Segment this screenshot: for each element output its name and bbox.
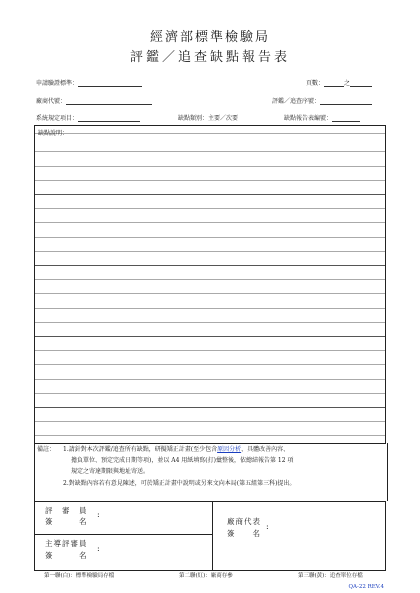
system-item-label: 系統規定項目： bbox=[36, 115, 79, 122]
page-title: 經濟部標準檢驗局 bbox=[149, 30, 270, 45]
report-no-field bbox=[284, 113, 360, 122]
form-title: 評鑑／追查缺點報告表 bbox=[129, 50, 290, 65]
pages-label: 頁數： bbox=[306, 80, 325, 87]
note-line-3: 規定之寄達期限與地址寄送。 bbox=[71, 468, 150, 475]
category-field bbox=[178, 113, 238, 122]
applicant-field bbox=[36, 78, 142, 87]
lead-auditor-sign-label: 簽 名 bbox=[45, 551, 88, 560]
applicant-label: 申請驗證標準： bbox=[36, 80, 79, 87]
vendor-sign-label: 簽 名 bbox=[227, 529, 261, 538]
applicant-input-line[interactable] bbox=[78, 80, 142, 87]
lead-auditor-colon: : bbox=[97, 544, 100, 553]
signature-block bbox=[34, 501, 386, 571]
auditor-title: 評 審 員 bbox=[45, 506, 88, 515]
root-cause-link[interactable]: 原因分析 bbox=[217, 446, 242, 453]
factory-code-field bbox=[36, 96, 152, 105]
auditor-colon: : bbox=[97, 510, 100, 519]
report-no-label: 缺點報告表編號： bbox=[284, 115, 333, 122]
pages-total-line[interactable] bbox=[350, 80, 372, 87]
seq-field bbox=[272, 96, 372, 105]
form-number: QA-22 REV.4 bbox=[348, 584, 384, 590]
seq-label: 評鑑／追查序號： bbox=[272, 98, 321, 105]
signature-divider bbox=[212, 502, 213, 570]
note-line-1 bbox=[63, 445, 289, 455]
seq-input-line[interactable] bbox=[320, 98, 372, 105]
vendor-signature-area[interactable] bbox=[275, 506, 381, 564]
system-item-field bbox=[36, 113, 140, 122]
auditor-sign-label: 簽 名 bbox=[45, 517, 88, 526]
footer-copy-2: 第二聯(紅)：廠商存參 bbox=[179, 573, 233, 579]
auditor-signature-area[interactable] bbox=[105, 504, 209, 532]
notes-prefix: 備註： bbox=[37, 446, 56, 453]
defect-description-box[interactable] bbox=[34, 125, 386, 444]
pages-current-line[interactable] bbox=[324, 80, 344, 87]
report-no-input-line[interactable] bbox=[332, 115, 360, 122]
notes-section bbox=[34, 443, 388, 501]
note-line-1b: 、具體改善內容、 bbox=[241, 446, 290, 453]
signature-row-divider bbox=[35, 534, 212, 535]
lead-auditor-title: 主導評審員 bbox=[45, 539, 88, 548]
factory-code-input-line[interactable] bbox=[66, 98, 152, 105]
lead-auditor-signature-area[interactable] bbox=[105, 537, 209, 567]
vendor-title: 廠商代表 bbox=[227, 517, 261, 526]
footer-copy-3: 第三聯(黃)：追查單位存檔 bbox=[298, 573, 363, 579]
pages-separator: 之 bbox=[344, 80, 351, 87]
note-line-2: 擔負單位、預定完成日期等項)，並以 A4 用紙填寫(打)彙整後，依總結報告第 12 項 bbox=[71, 457, 294, 464]
footer-copy-1: 第一聯(白)：標準檢驗局存檔 bbox=[44, 573, 115, 579]
defect-description-label: 缺點說明： bbox=[38, 130, 69, 137]
factory-code-label: 廠商代號： bbox=[36, 98, 67, 105]
category-label[interactable]: 缺點類別：主要／次要 bbox=[178, 115, 239, 122]
vendor-colon: : bbox=[266, 522, 269, 531]
note-line-4: 2.對缺點內容若有意見陳述，可於矯正計畫中說明或另來文向本局(第五組第三科)提出。 bbox=[63, 480, 296, 487]
note-line-1a: 1.請針對本次評鑑/追查所有缺點，研擬矯正計畫(至少包含 bbox=[63, 446, 218, 453]
system-item-input-line[interactable] bbox=[78, 115, 140, 122]
pages-field bbox=[306, 78, 372, 87]
